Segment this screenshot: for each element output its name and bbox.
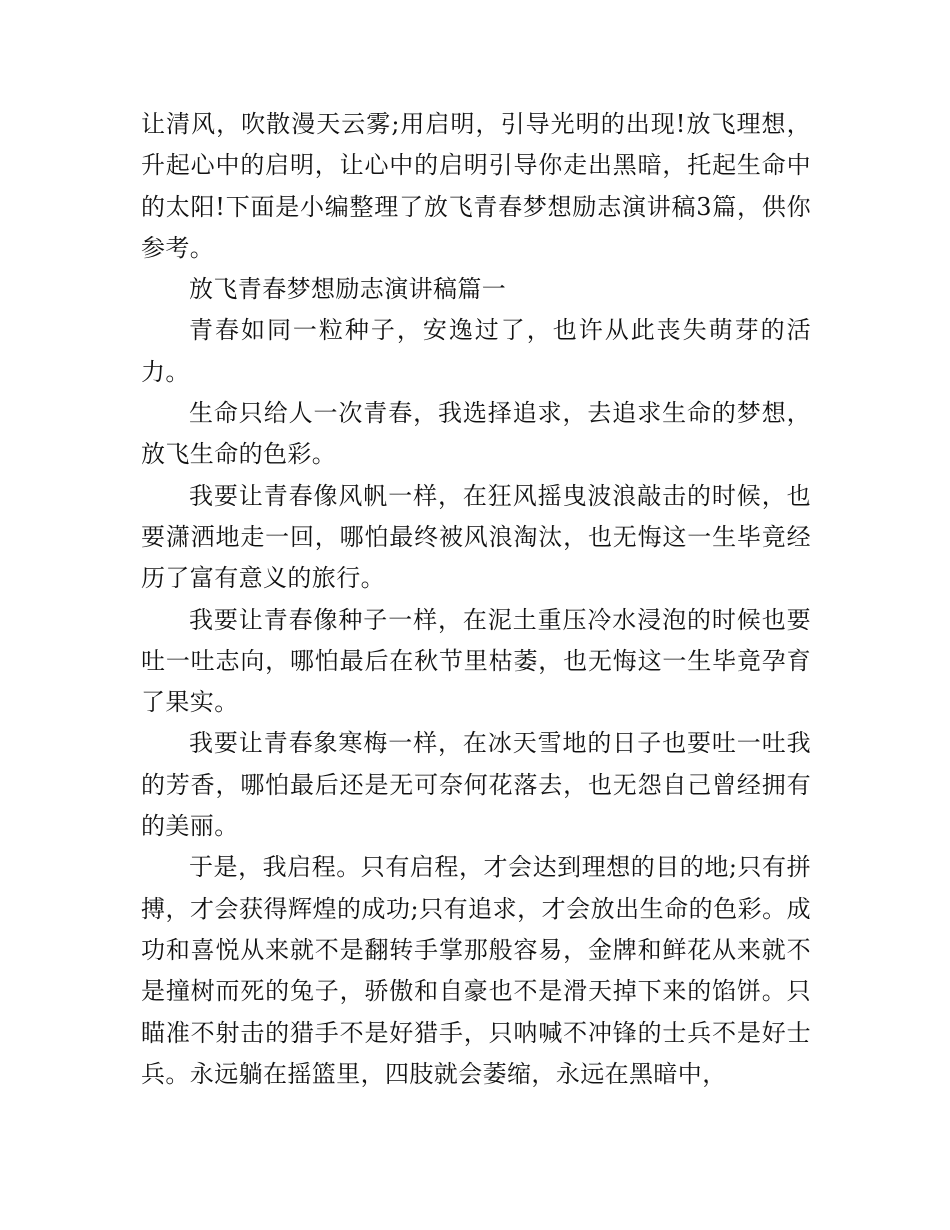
- document-body: [141, 104, 811, 1095]
- intro-paragraph: 让清风，吹散漫天云雾;用启明，引导光明的出现!放飞理想，升起心中的启明，让心中的启明引导你走出黑暗，托起生命中的太阳!下面是小编整理了放飞青春梦想励志演讲稿3篇，供你参考。: [141, 110, 811, 262]
- body-paragraph: 我要让青春像种子一样，在泥土重压冷水浸泡的时候也要吐一吐志向，哪怕最后在秋节里枯萎，也无悔这一生毕竟孕育了果实。: [141, 605, 811, 717]
- section-heading: 放飞青春梦想励志演讲稿篇一: [189, 275, 507, 304]
- body-paragraph: 生命只给人一次青春，我选择追求，去追求生命的梦想，放飞生命的色彩。: [141, 399, 811, 469]
- body-paragraph: 我要让青春像风帆一样，在狂风摇曳波浪敲击的时候，也要潇洒地走一回，哪怕最终被风浪淘汰，也无悔这一生毕竟经历了富有意义的旅行。: [141, 481, 811, 593]
- body-paragraph: 青春如同一粒种子，安逸过了，也许从此丧失萌芽的活力。: [141, 316, 811, 386]
- body-paragraph: 于是，我启程。只有启程，才会达到理想的目的地;只有拼搏，才会获得辉煌的成功;只有追求，才会放出生命的色彩。成功和喜悦从来就不是翻转手掌那般容易，金牌和鲜花从来就不是撞树而死的兔子，骄傲和自豪也不是滑天掉下来的馅饼。只瞄准不射击的猎手不是好猎手，只呐喊不冲锋的士兵不是好士兵。永远躺在摇篮里，四肢就会萎缩，永远在黑暗中，: [141, 853, 811, 1088]
- body-paragraph: 我要让青春象寒梅一样，在冰天雪地的日子也要吐一吐我的芳香，哪怕最后还是无可奈何花落去，也无怨自己曾经拥有的美丽。: [141, 729, 811, 841]
